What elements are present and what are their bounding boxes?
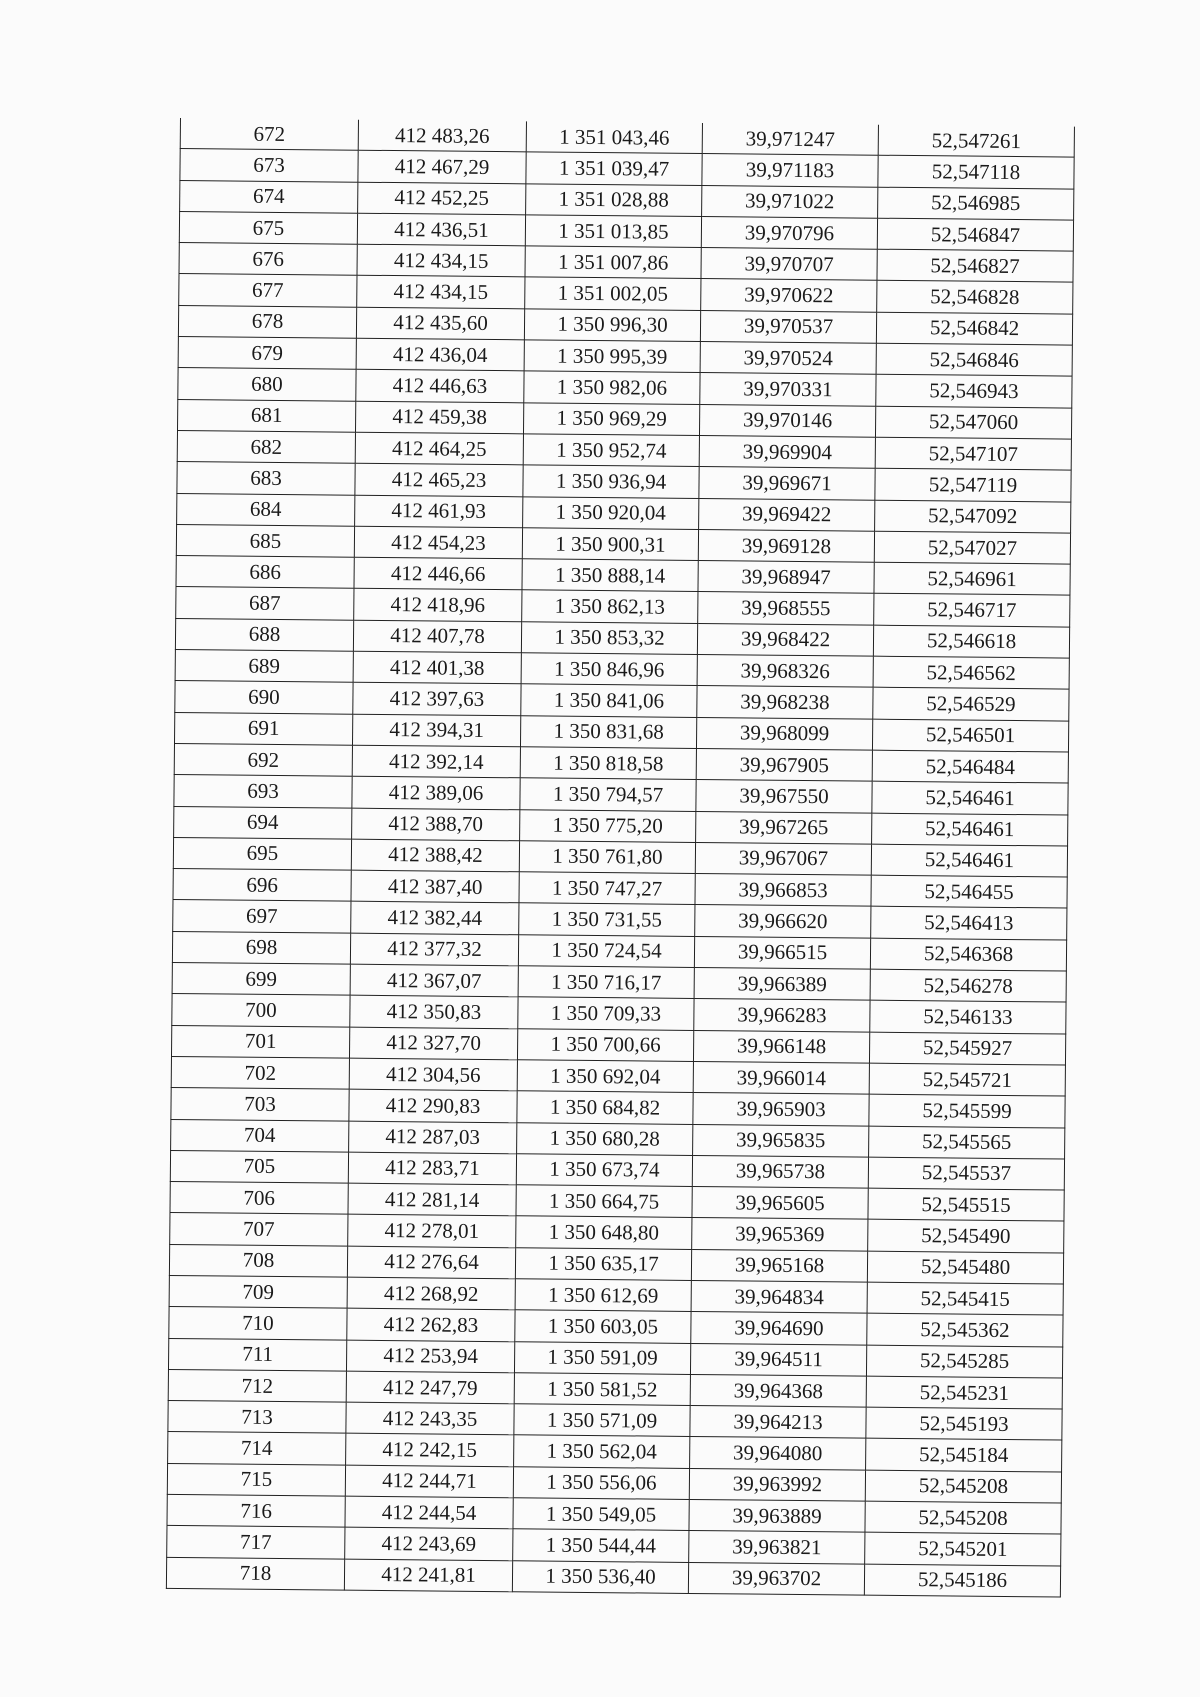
latitude-cell: 39,970537 [700, 310, 876, 343]
y-coordinate-cell: 1 351 043,46 [526, 121, 702, 153]
x-coordinate-cell: 412 461,93 [355, 495, 523, 528]
latitude-cell: 39,970146 [699, 404, 875, 437]
x-coordinate-cell: 412 241,81 [344, 1559, 512, 1592]
point-number-cell: 707 [170, 1213, 348, 1246]
latitude-cell: 39,966014 [693, 1061, 869, 1094]
point-number-cell: 691 [174, 712, 352, 745]
longitude-cell: 52,547027 [874, 531, 1070, 564]
x-coordinate-cell: 412 377,32 [350, 933, 518, 966]
longitude-cell: 52,545537 [868, 1157, 1064, 1190]
latitude-cell: 39,970707 [701, 248, 877, 281]
longitude-cell: 52,545721 [869, 1063, 1065, 1096]
x-coordinate-cell: 412 268,92 [347, 1277, 515, 1310]
latitude-cell: 39,967067 [695, 842, 871, 875]
longitude-cell: 52,546461 [872, 781, 1068, 814]
longitude-cell: 52,546413 [871, 907, 1067, 940]
x-coordinate-cell: 412 387,40 [351, 870, 519, 903]
longitude-cell: 52,545186 [864, 1564, 1060, 1597]
y-coordinate-cell: 1 350 581,52 [514, 1373, 690, 1406]
x-coordinate-cell: 412 446,63 [356, 370, 524, 403]
latitude-cell: 39,964511 [690, 1343, 866, 1376]
x-coordinate-cell: 412 290,83 [349, 1089, 517, 1122]
longitude-cell: 52,546278 [870, 969, 1066, 1002]
point-number-cell: 704 [171, 1119, 349, 1152]
y-coordinate-cell: 1 350 544,44 [513, 1529, 689, 1562]
latitude-cell: 39,963889 [689, 1500, 865, 1533]
y-coordinate-cell: 1 350 556,06 [513, 1467, 689, 1500]
point-number-cell: 694 [174, 806, 352, 839]
x-coordinate-cell: 412 243,69 [345, 1528, 513, 1561]
latitude-cell: 39,970524 [700, 342, 876, 375]
latitude-cell: 39,968326 [697, 655, 873, 688]
point-number-cell: 688 [175, 618, 353, 651]
latitude-cell: 39,968422 [697, 623, 873, 656]
x-coordinate-cell: 412 436,51 [357, 213, 525, 246]
y-coordinate-cell: 1 350 888,14 [522, 559, 698, 592]
y-coordinate-cell: 1 350 900,31 [522, 528, 698, 561]
point-number-cell: 697 [173, 900, 351, 933]
coordinates-table-body [166, 118, 1074, 1597]
longitude-cell: 52,545599 [869, 1094, 1065, 1127]
y-coordinate-cell: 1 350 995,39 [524, 340, 700, 373]
x-coordinate-cell: 412 244,71 [345, 1465, 513, 1498]
y-coordinate-cell: 1 350 692,04 [517, 1060, 693, 1093]
y-coordinate-cell: 1 350 709,33 [518, 997, 694, 1030]
coordinates-table [166, 118, 1075, 1597]
point-number-cell: 696 [173, 869, 351, 902]
longitude-cell: 52,546461 [871, 844, 1067, 877]
longitude-cell: 52,546618 [873, 625, 1069, 658]
point-number-cell: 698 [172, 931, 350, 964]
longitude-cell: 52,546461 [872, 813, 1068, 846]
y-coordinate-cell: 1 350 731,55 [519, 903, 695, 936]
longitude-cell: 52,546961 [874, 562, 1070, 595]
x-coordinate-cell: 412 434,15 [357, 276, 525, 309]
point-number-cell: 689 [175, 650, 353, 683]
latitude-cell: 39,963821 [689, 1531, 865, 1564]
latitude-cell: 39,965738 [692, 1155, 868, 1188]
point-number-cell: 715 [167, 1463, 345, 1496]
latitude-cell: 39,966620 [695, 905, 871, 938]
y-coordinate-cell: 1 350 747,27 [519, 872, 695, 905]
point-number-cell: 684 [177, 493, 355, 526]
longitude-cell: 52,545208 [865, 1470, 1061, 1503]
longitude-cell: 52,546943 [876, 375, 1072, 408]
longitude-cell: 52,545480 [867, 1251, 1063, 1284]
x-coordinate-cell: 412 253,94 [346, 1340, 514, 1373]
x-coordinate-cell: 412 242,15 [346, 1434, 514, 1467]
y-coordinate-cell: 1 350 562,04 [514, 1435, 690, 1468]
y-coordinate-cell: 1 350 846,96 [521, 653, 697, 686]
x-coordinate-cell: 412 452,25 [358, 182, 526, 215]
latitude-cell: 39,969422 [699, 498, 875, 531]
latitude-cell: 39,966389 [694, 967, 870, 1000]
x-coordinate-cell: 412 350,83 [350, 995, 518, 1028]
point-number-cell: 676 [179, 243, 357, 276]
y-coordinate-cell: 1 350 853,32 [521, 622, 697, 655]
latitude-cell: 39,969904 [699, 435, 875, 468]
latitude-cell: 39,965605 [692, 1187, 868, 1220]
point-number-cell: 718 [166, 1557, 344, 1590]
y-coordinate-cell: 1 350 761,80 [519, 841, 695, 874]
longitude-cell: 52,546717 [874, 594, 1070, 627]
latitude-cell: 39,965903 [693, 1093, 869, 1126]
longitude-cell: 52,545201 [865, 1532, 1061, 1565]
x-coordinate-cell: 412 434,15 [357, 244, 525, 277]
latitude-cell: 39,964690 [691, 1312, 867, 1345]
longitude-cell: 52,546484 [872, 750, 1068, 783]
y-coordinate-cell: 1 350 952,74 [523, 434, 699, 467]
y-coordinate-cell: 1 350 716,17 [518, 966, 694, 999]
latitude-cell: 39,966853 [695, 874, 871, 907]
y-coordinate-cell: 1 350 700,66 [517, 1028, 693, 1061]
y-coordinate-cell: 1 351 013,85 [525, 215, 701, 248]
latitude-cell: 39,964368 [690, 1374, 866, 1407]
x-coordinate-cell: 412 327,70 [349, 1027, 517, 1060]
x-coordinate-cell: 412 436,04 [356, 338, 524, 371]
x-coordinate-cell: 412 244,54 [345, 1496, 513, 1529]
longitude-cell: 52,546985 [878, 187, 1074, 220]
latitude-cell: 39,970331 [700, 373, 876, 406]
longitude-cell: 52,545490 [868, 1220, 1064, 1253]
point-number-cell: 714 [168, 1432, 346, 1465]
latitude-cell: 39,970796 [701, 216, 877, 249]
x-coordinate-cell: 412 281,14 [348, 1183, 516, 1216]
point-number-cell: 713 [168, 1401, 346, 1434]
latitude-cell: 39,964213 [690, 1406, 866, 1439]
latitude-cell: 39,964080 [690, 1437, 866, 1470]
y-coordinate-cell: 1 350 612,69 [515, 1279, 691, 1312]
x-coordinate-cell: 412 464,25 [355, 432, 523, 465]
latitude-cell: 39,968555 [698, 592, 874, 625]
latitude-cell: 39,964834 [691, 1280, 867, 1313]
latitude-cell: 39,968947 [698, 561, 874, 594]
latitude-cell: 39,965835 [693, 1124, 869, 1157]
longitude-cell: 52,545208 [865, 1501, 1061, 1534]
x-coordinate-cell: 412 483,26 [358, 120, 526, 152]
y-coordinate-cell: 1 350 673,74 [516, 1154, 692, 1187]
x-coordinate-cell: 412 247,79 [346, 1371, 514, 1404]
point-number-cell: 702 [171, 1056, 349, 1089]
x-coordinate-cell: 412 304,56 [349, 1058, 517, 1091]
longitude-cell: 52,546847 [877, 218, 1073, 251]
point-number-cell: 712 [168, 1369, 346, 1402]
x-coordinate-cell: 412 435,60 [356, 307, 524, 340]
y-coordinate-cell: 1 350 549,05 [513, 1498, 689, 1531]
y-coordinate-cell: 1 350 664,75 [516, 1185, 692, 1218]
y-coordinate-cell: 1 350 536,40 [512, 1560, 688, 1593]
x-coordinate-cell: 412 397,63 [353, 683, 521, 716]
point-number-cell: 709 [169, 1275, 347, 1308]
longitude-cell: 52,547107 [875, 437, 1071, 470]
point-number-cell: 700 [172, 994, 350, 1027]
latitude-cell: 39,966515 [694, 936, 870, 969]
longitude-cell: 52,545515 [868, 1188, 1064, 1221]
latitude-cell: 39,963702 [688, 1562, 864, 1595]
x-coordinate-cell: 412 382,44 [351, 902, 519, 935]
point-number-cell: 672 [180, 118, 358, 151]
longitude-cell: 52,545415 [867, 1282, 1063, 1315]
longitude-cell: 52,547119 [875, 468, 1071, 501]
point-number-cell: 686 [176, 556, 354, 589]
x-coordinate-cell: 412 262,83 [347, 1308, 515, 1341]
latitude-cell: 39,966283 [694, 999, 870, 1032]
y-coordinate-cell: 1 350 603,05 [515, 1310, 691, 1343]
x-coordinate-cell: 412 388,42 [351, 839, 519, 872]
x-coordinate-cell: 412 367,07 [350, 964, 518, 997]
latitude-cell: 39,971247 [702, 123, 878, 155]
point-number-cell: 679 [178, 337, 356, 370]
point-number-cell: 675 [179, 211, 357, 244]
longitude-cell: 52,546501 [872, 719, 1068, 752]
y-coordinate-cell: 1 350 818,58 [520, 747, 696, 780]
x-coordinate-cell: 412 287,03 [349, 1121, 517, 1154]
point-number-cell: 710 [169, 1307, 347, 1340]
point-number-cell: 716 [167, 1495, 345, 1528]
latitude-cell: 39,968099 [696, 717, 872, 750]
longitude-cell: 52,545193 [866, 1407, 1062, 1440]
point-number-cell: 703 [171, 1088, 349, 1121]
latitude-cell: 39,969128 [698, 529, 874, 562]
x-coordinate-cell: 412 243,35 [346, 1402, 514, 1435]
longitude-cell: 52,547060 [875, 406, 1071, 439]
longitude-cell: 52,546562 [873, 656, 1069, 689]
x-coordinate-cell: 412 389,06 [352, 776, 520, 809]
y-coordinate-cell: 1 350 775,20 [520, 809, 696, 842]
point-number-cell: 701 [171, 1025, 349, 1058]
point-number-cell: 677 [179, 274, 357, 307]
y-coordinate-cell: 1 350 680,28 [517, 1122, 693, 1155]
x-coordinate-cell: 412 401,38 [353, 651, 521, 684]
point-number-cell: 705 [170, 1150, 348, 1183]
x-coordinate-cell: 412 459,38 [355, 401, 523, 434]
point-number-cell: 708 [169, 1244, 347, 1277]
y-coordinate-cell: 1 351 002,05 [525, 277, 701, 310]
x-coordinate-cell: 412 276,64 [347, 1246, 515, 1279]
y-coordinate-cell: 1 350 982,06 [524, 371, 700, 404]
latitude-cell: 39,968238 [697, 686, 873, 719]
point-number-cell: 683 [177, 462, 355, 495]
x-coordinate-cell: 412 388,70 [352, 808, 520, 841]
y-coordinate-cell: 1 351 039,47 [526, 152, 702, 185]
longitude-cell: 52,546368 [870, 938, 1066, 971]
point-number-cell: 699 [172, 962, 350, 995]
y-coordinate-cell: 1 350 831,68 [520, 715, 696, 748]
y-coordinate-cell: 1 350 794,57 [520, 778, 696, 811]
x-coordinate-cell: 412 454,23 [354, 526, 522, 559]
point-number-cell: 685 [176, 524, 354, 557]
point-number-cell: 693 [174, 775, 352, 808]
x-coordinate-cell: 412 446,66 [354, 557, 522, 590]
longitude-cell: 52,546846 [876, 343, 1072, 376]
y-coordinate-cell: 1 350 684,82 [517, 1091, 693, 1124]
longitude-cell: 52,546827 [877, 249, 1073, 282]
point-number-cell: 678 [178, 305, 356, 338]
y-coordinate-cell: 1 350 862,13 [522, 590, 698, 623]
latitude-cell: 39,971183 [702, 154, 878, 187]
point-number-cell: 682 [177, 430, 355, 463]
y-coordinate-cell: 1 350 648,80 [516, 1216, 692, 1249]
x-coordinate-cell: 412 394,31 [352, 714, 520, 747]
longitude-cell: 52,546529 [873, 688, 1069, 721]
latitude-cell: 39,967550 [696, 780, 872, 813]
longitude-cell: 52,546828 [877, 281, 1073, 314]
latitude-cell: 39,969671 [699, 467, 875, 500]
longitude-cell: 52,545184 [866, 1439, 1062, 1472]
longitude-cell: 52,546455 [871, 875, 1067, 908]
x-coordinate-cell: 412 392,14 [352, 745, 520, 778]
point-number-cell: 674 [180, 180, 358, 213]
x-coordinate-cell: 412 407,78 [353, 620, 521, 653]
longitude-cell: 52,547092 [875, 500, 1071, 533]
latitude-cell: 39,966148 [693, 1030, 869, 1063]
point-number-cell: 690 [175, 681, 353, 714]
point-number-cell: 673 [180, 149, 358, 182]
y-coordinate-cell: 1 350 591,09 [514, 1341, 690, 1374]
y-coordinate-cell: 1 350 571,09 [514, 1404, 690, 1437]
y-coordinate-cell: 1 350 969,29 [523, 402, 699, 435]
y-coordinate-cell: 1 351 028,88 [526, 183, 702, 216]
x-coordinate-cell: 412 278,01 [348, 1215, 516, 1248]
point-number-cell: 680 [178, 368, 356, 401]
point-number-cell: 687 [176, 587, 354, 620]
y-coordinate-cell: 1 351 007,86 [525, 246, 701, 279]
point-number-cell: 711 [168, 1338, 346, 1371]
longitude-cell: 52,546133 [870, 1000, 1066, 1033]
y-coordinate-cell: 1 350 841,06 [521, 684, 697, 717]
latitude-cell: 39,965369 [692, 1218, 868, 1251]
x-coordinate-cell: 412 418,96 [354, 589, 522, 622]
x-coordinate-cell: 412 465,23 [355, 463, 523, 496]
point-number-cell: 706 [170, 1182, 348, 1215]
point-number-cell: 681 [178, 399, 356, 432]
longitude-cell: 52,547118 [878, 156, 1074, 189]
y-coordinate-cell: 1 350 996,30 [524, 309, 700, 342]
x-coordinate-cell: 412 283,71 [348, 1152, 516, 1185]
latitude-cell: 39,967265 [696, 811, 872, 844]
longitude-cell: 52,545285 [866, 1345, 1062, 1378]
longitude-cell: 52,545927 [869, 1032, 1065, 1065]
point-number-cell: 717 [167, 1526, 345, 1559]
longitude-cell: 52,545362 [867, 1313, 1063, 1346]
y-coordinate-cell: 1 350 936,94 [523, 465, 699, 498]
longitude-cell: 52,547261 [878, 125, 1074, 158]
latitude-cell: 39,971022 [702, 185, 878, 218]
latitude-cell: 39,967905 [696, 748, 872, 781]
longitude-cell: 52,546842 [876, 312, 1072, 345]
coordinates-table-wrapper [166, 118, 1075, 1597]
longitude-cell: 52,545565 [869, 1126, 1065, 1159]
point-number-cell: 692 [174, 743, 352, 776]
latitude-cell: 39,963992 [689, 1468, 865, 1501]
y-coordinate-cell: 1 350 920,04 [523, 496, 699, 529]
point-number-cell: 695 [173, 837, 351, 870]
latitude-cell: 39,970622 [701, 279, 877, 312]
longitude-cell: 52,545231 [866, 1376, 1062, 1409]
y-coordinate-cell: 1 350 724,54 [518, 935, 694, 968]
y-coordinate-cell: 1 350 635,17 [515, 1247, 691, 1280]
x-coordinate-cell: 412 467,29 [358, 151, 526, 184]
latitude-cell: 39,965168 [691, 1249, 867, 1282]
